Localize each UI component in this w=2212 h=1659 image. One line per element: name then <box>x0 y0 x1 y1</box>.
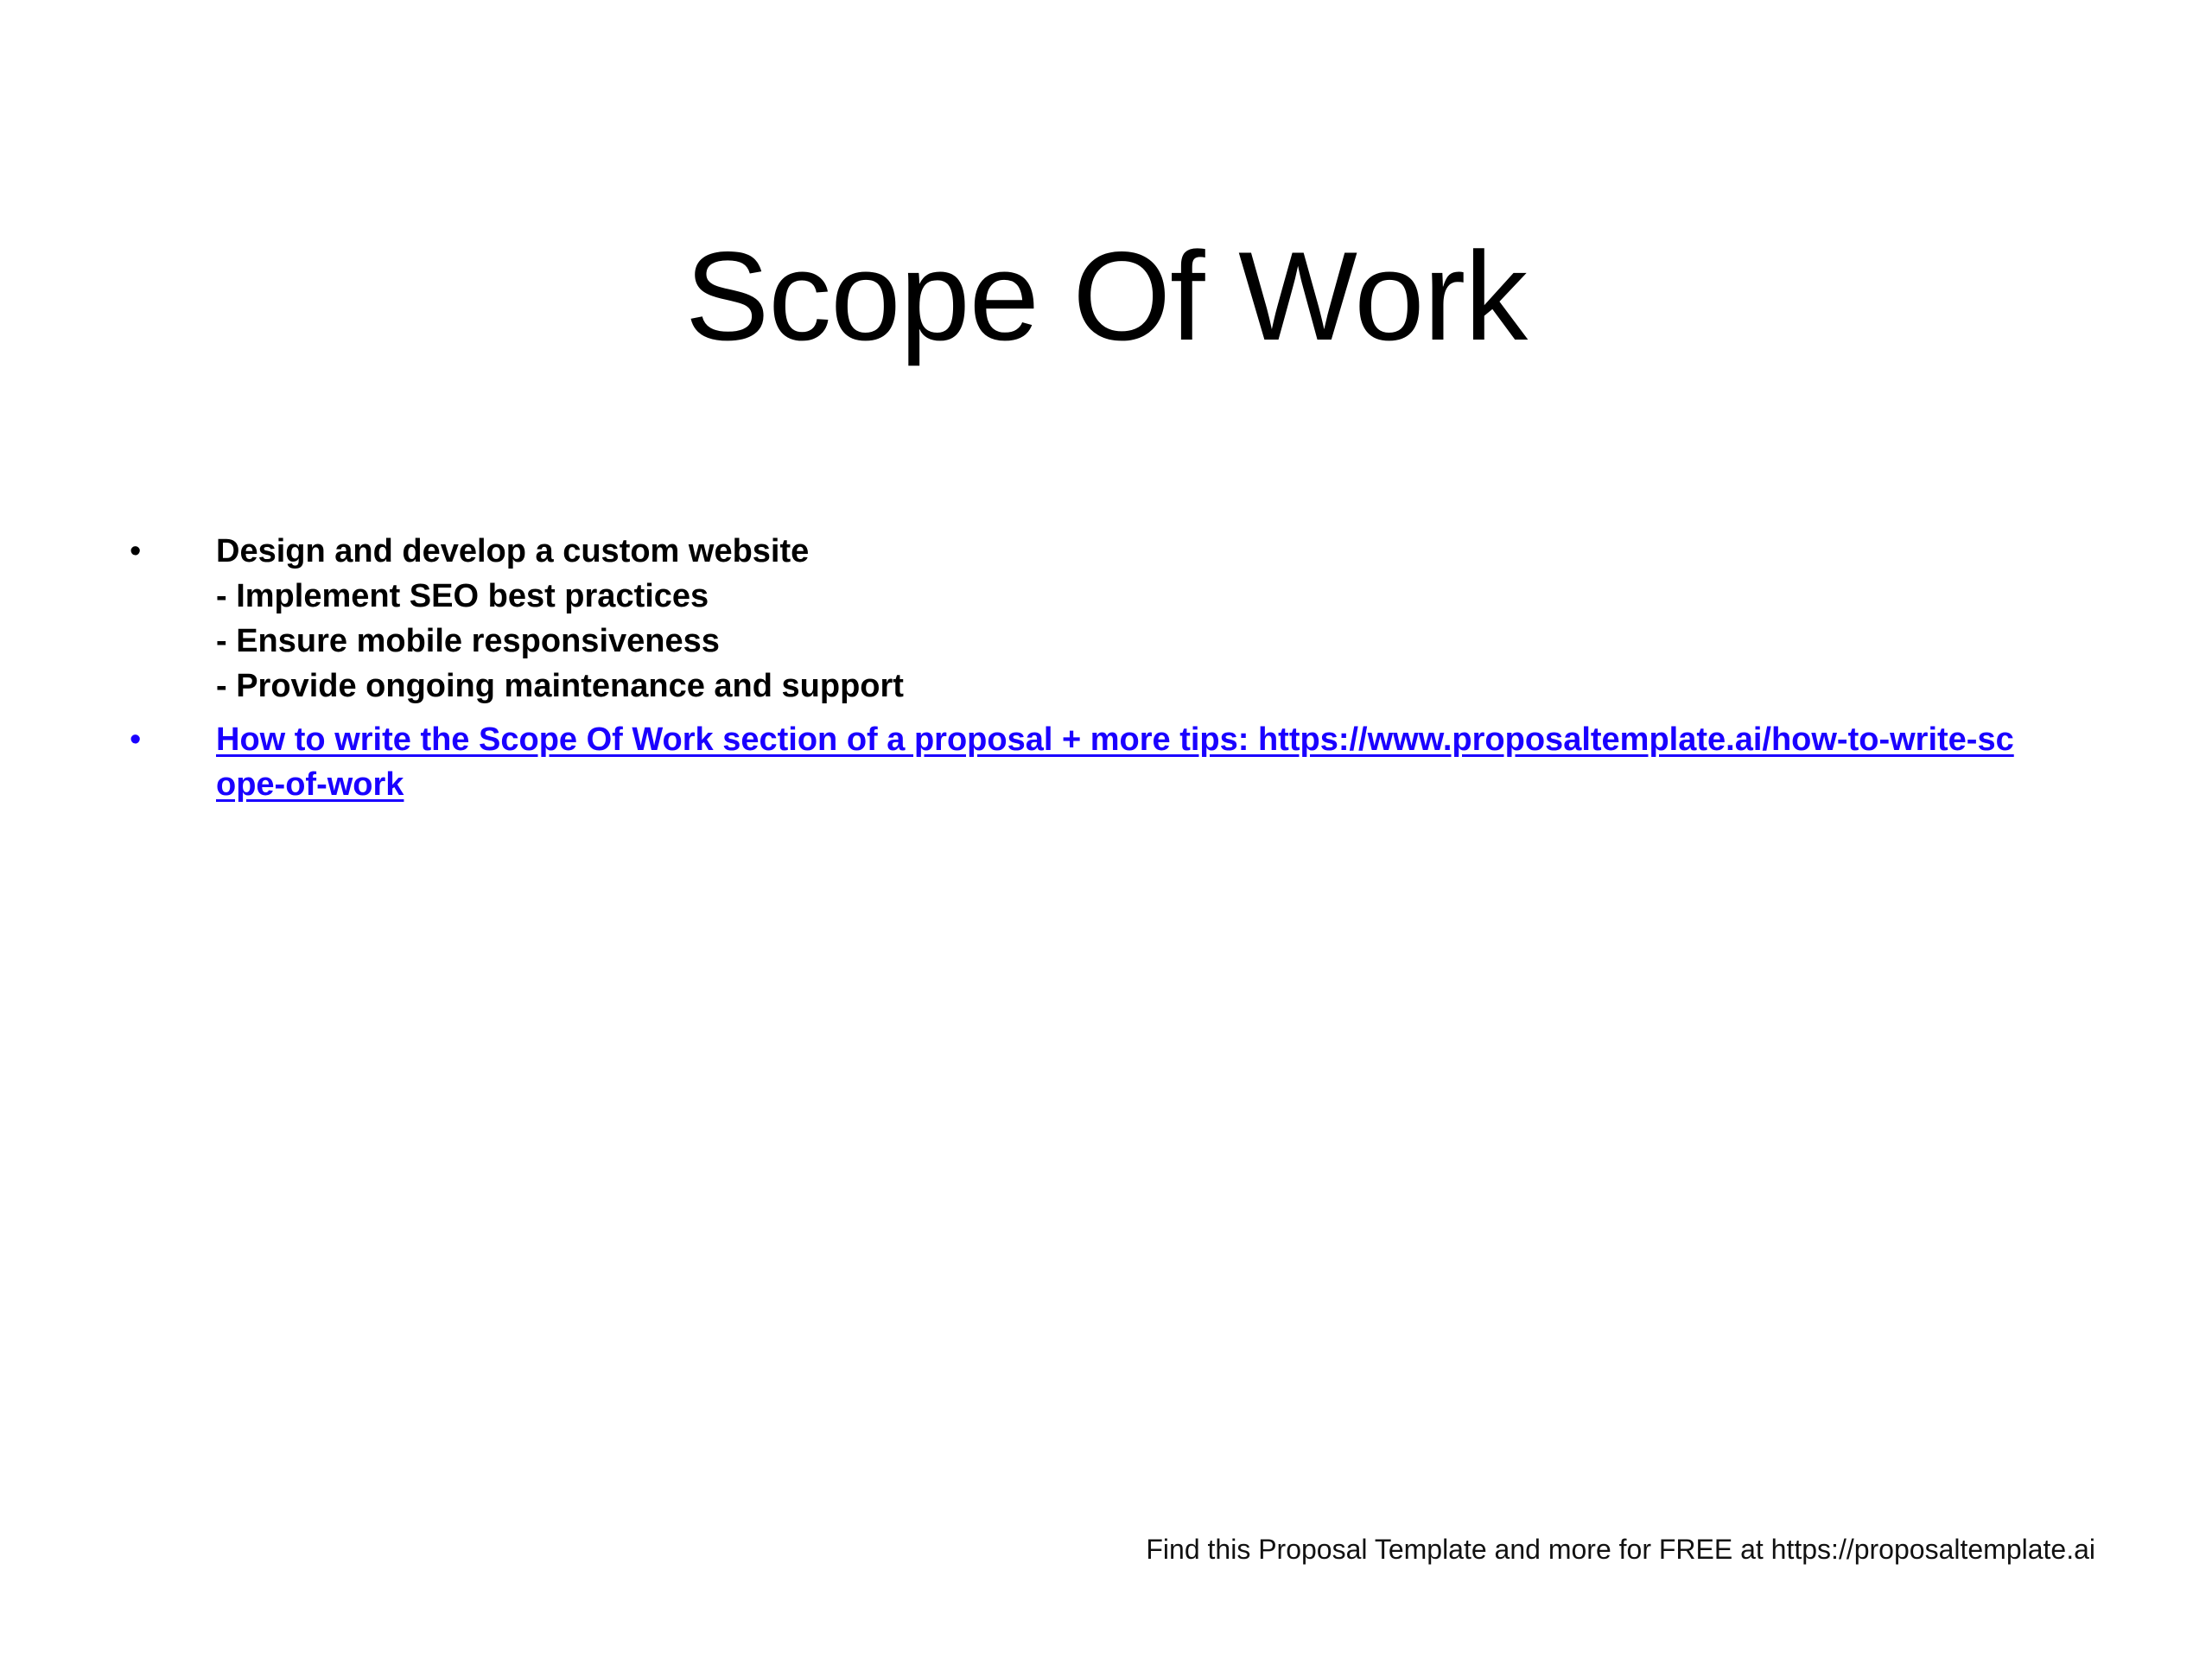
bullet-list <box>130 529 2082 816</box>
scope-line-1: Design and develop a custom website <box>216 533 810 569</box>
bullet-marker-link: • <box>130 721 142 758</box>
scope-of-work-tips-link[interactable]: How to write the Scope Of Work section of a proposal + more tips: https://www.proposaltemplate.ai/how-to-write-scope-of-work <box>216 721 2014 803</box>
bullet-marker: • <box>130 533 142 569</box>
scope-line-2: - Implement SEO best practices <box>216 578 709 614</box>
bullet-item-scope <box>130 529 2082 709</box>
scope-line-4: - Provide ongoing maintenance and support <box>216 668 904 704</box>
slide-title: Scope Of Work <box>684 225 1528 366</box>
footer-text: Find this Proposal Template and more for FREE at https://proposaltemplate.ai <box>1146 1534 2095 1565</box>
scope-line-3: - Ensure mobile responsiveness <box>216 623 720 659</box>
bullet-item-tips-link <box>130 717 2082 807</box>
